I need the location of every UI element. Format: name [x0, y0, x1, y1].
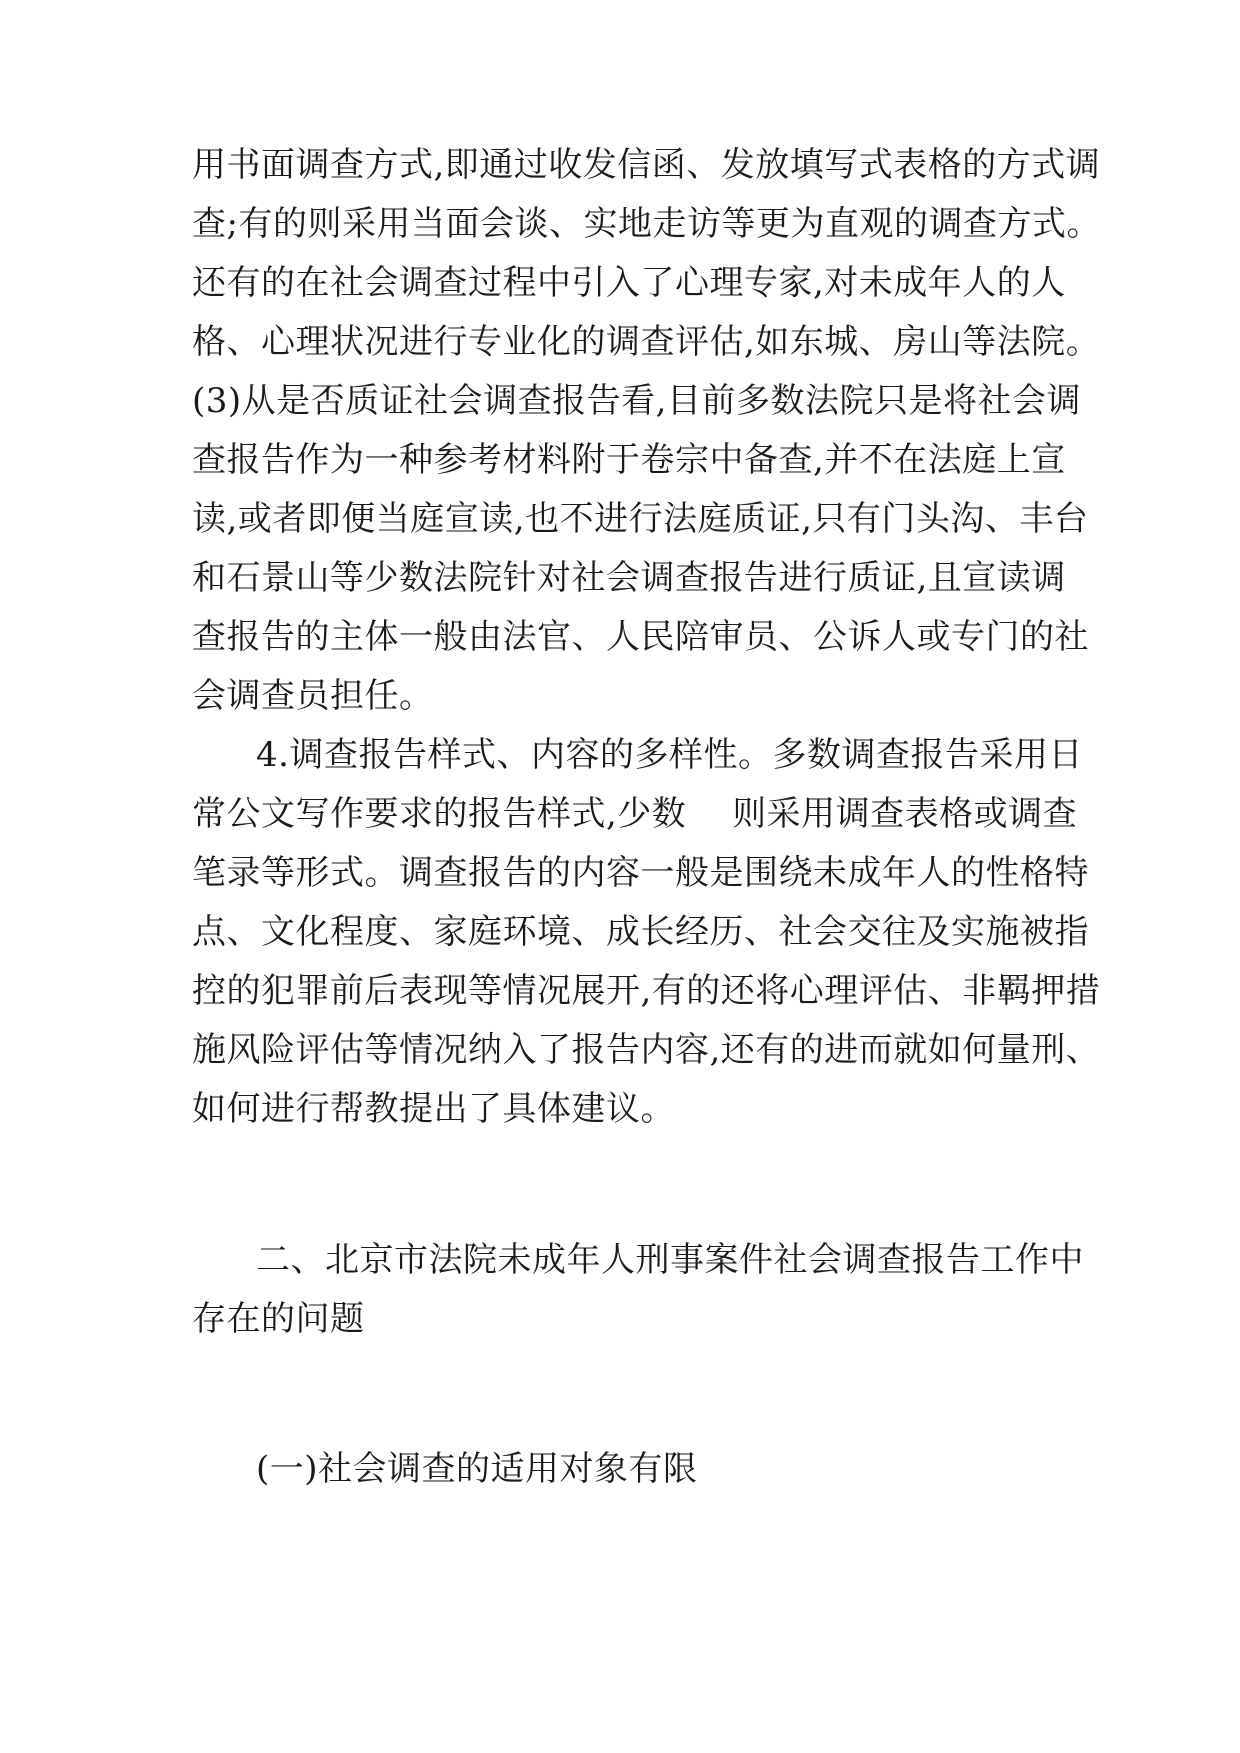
text-line: 控的犯罪前后表现等情况展开,有的还将心理评估、非羁押措: [192, 971, 1101, 1011]
section-heading-continued: 存在的问题: [192, 1299, 365, 1339]
text-line: 用书面调查方式,即通过收发信函、发放填写式表格的方式调: [192, 145, 1101, 185]
text-line: 格、心理状况进行专业化的调查评估,如东城、房山等法院。: [192, 322, 1101, 362]
text-line: (3)从是否质证社会调查报告看,目前多数法院只是将社会调: [192, 381, 1081, 421]
subsection-heading: (一)社会调查的适用对象有限: [256, 1449, 698, 1489]
section-heading: 二、北京市法院未成年人刑事案件社会调查报告工作中: [256, 1240, 1084, 1280]
text-line: 和石景山等少数法院针对社会调查报告进行质证,且宣读调: [192, 558, 1066, 598]
text-line: 读,或者即便当庭宣读,也不进行法庭质证,只有门头沟、丰台: [192, 499, 1089, 539]
text-line: 还有的在社会调查过程中引入了心理专家,对未成年人的人: [192, 263, 1066, 303]
text-line: 会调查员担任。: [192, 676, 434, 716]
paragraph-first-line: 4.调查报告样式、内容的多样性。多数调查报告采用日: [256, 735, 1083, 775]
text-line: 常公文写作要求的报告样式,少数 则采用调查表格或调查: [192, 794, 1078, 834]
text-line: 查报告作为一种参考材料附于卷宗中备查,并不在法庭上宣: [192, 440, 1066, 480]
text-line: 查;有的则采用当面会谈、实地走访等更为直观的调查方式。: [192, 204, 1101, 244]
text-line: 笔录等形式。调查报告的内容一般是围绕未成年人的性格特: [192, 853, 1089, 893]
text-line: 施风险评估等情况纳入了报告内容,还有的进而就如何量刑、: [192, 1030, 1101, 1070]
text-line: 如何进行帮教提出了具体建议。: [192, 1089, 675, 1129]
text-line: 点、文化程度、家庭环境、成长经历、社会交往及实施被指: [192, 912, 1089, 952]
text-line: 查报告的主体一般由法官、人民陪审员、公诉人或专门的社: [192, 617, 1089, 657]
